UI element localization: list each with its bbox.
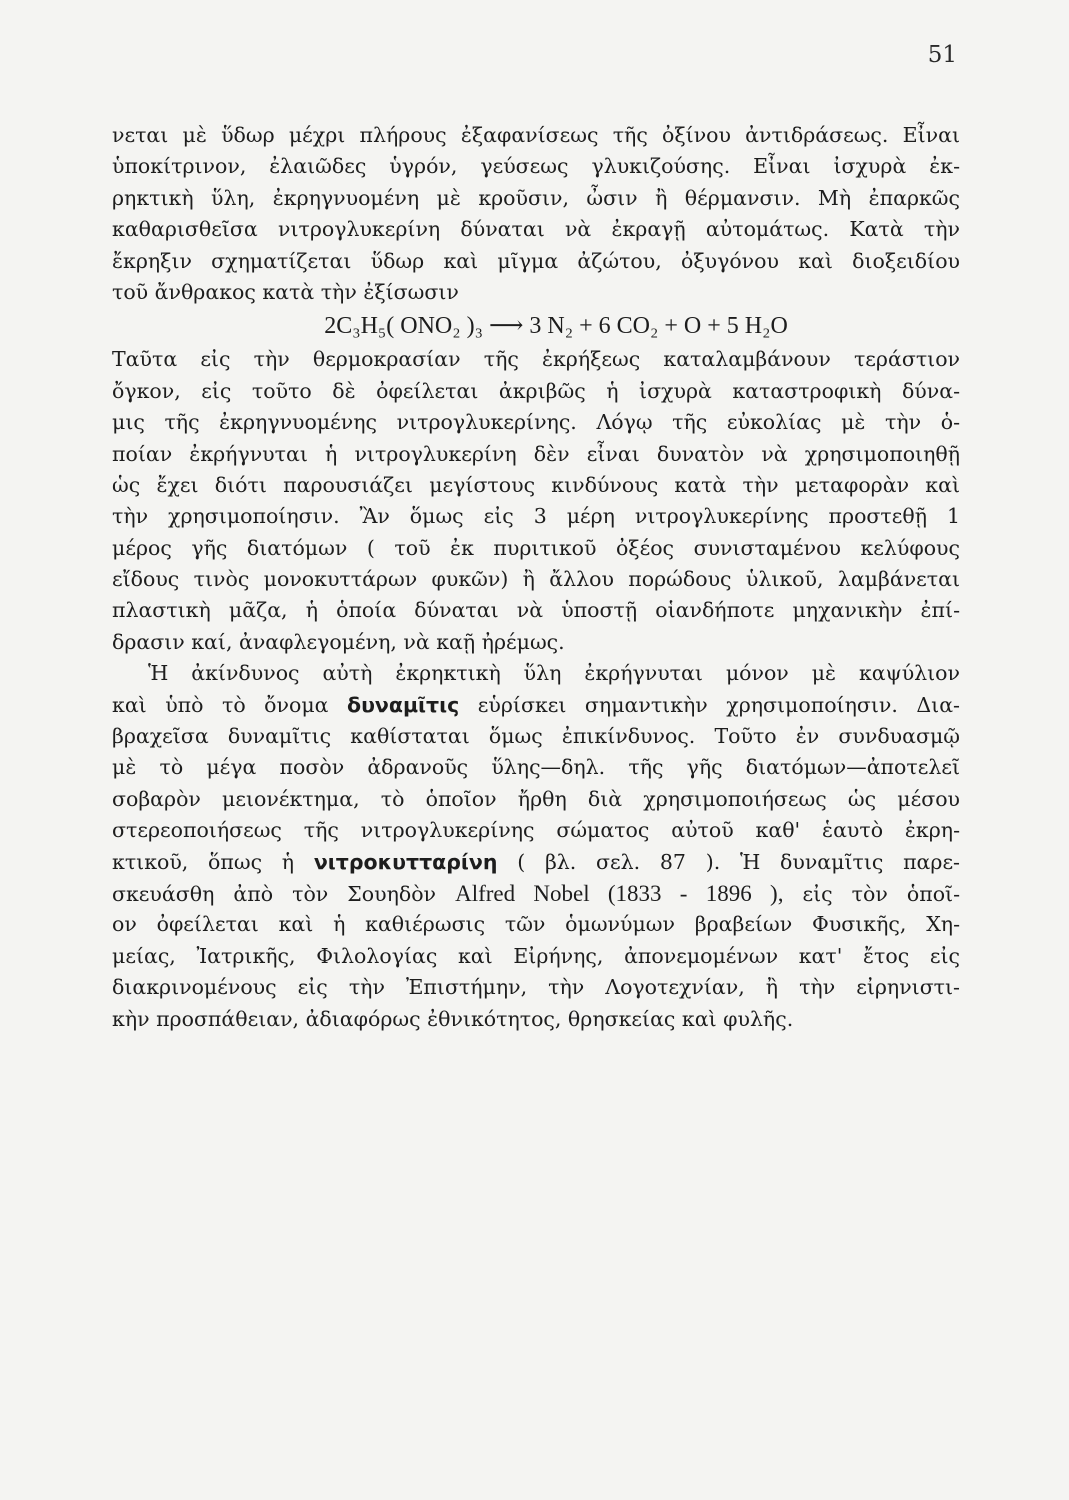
text-fragment: εὑρίσκει σημαντικὴν χρησιμοποίησιν. Δια- (459, 692, 960, 717)
text-line: ὡς ἔχει διότι παρουσιάζει μεγίστους κινδύνους κατὰ τὴν μεταφορὰν καὶ (112, 472, 960, 497)
text-line: ποίαν ἐκρήγνυται ἡ νιτρογλυκερίνη δὲν εἶναι δυνατὸν νὰ χρησιμοποιηθῇ (112, 441, 960, 466)
text-fragment: κτικοῦ, ὅπως ἡ (112, 849, 314, 874)
text-line: καθαρισθεῖσα νιτρογλυκερίνη δύναται νὰ ἐκραγῇ αὐτομάτως. Κατὰ τὴν (112, 217, 960, 242)
text-line: ἔκρηξιν σχηματίζεται ὕδωρ καὶ μῖγμα ἀζώτου, ὀξυγόνου καὶ διοξειδίου (112, 248, 960, 273)
text-fragment: ( βλ. σελ. 87 ). Ἡ δυναμῖτις παρε- (497, 849, 960, 874)
text-line (112, 847, 960, 878)
text-line (112, 878, 960, 909)
text-line: μείας, Ἰατρικῆς, Φιλολογίας καὶ Εἰρήνης, ἀπονεμομένων κατ' ἔτος εἰς (112, 943, 960, 968)
paragraph-1 (112, 120, 960, 308)
chemical-equation: 2C₃H₅( ONO₂ )₃ ⟶ 3 N₂ + 6 CO₂ + O + 5 H₂O (324, 313, 788, 340)
text-line: Ἡ ἀκίνδυνος αὐτὴ ἐκρηκτικὴ ὕλη ἐκρήγνυται μόνον μὲ καψύλιον (148, 661, 960, 686)
text-line (112, 690, 960, 721)
text-line: νεται μὲ ὕδωρ μέχρι πλήρους ἐξαφανίσεως τῆς ὀξίνου ἀντιδράσεως. Εἶναι (112, 123, 960, 147)
text-fragment: καὶ ὑπὸ τὸ ὄνομα (112, 692, 347, 717)
text-line: μὲ τὸ μέγα ποσὸν ἀδρανοῦς ὕλης—δηλ. τῆς γῆς διατόμων—ἀποτελεῖ (112, 755, 960, 780)
term-dynamite: δυναμῖτις (347, 692, 460, 717)
text-line: τοῦ ἄνθρακος κατὰ τὴν ἐξίσωσιν (112, 279, 459, 304)
text-line: στερεοποιήσεως τῆς νιτρογλυκερίνης σώματος αὐτοῦ καθ' ἑαυτὸ ἐκρη- (112, 818, 960, 843)
text-line: ὄγκον, εἰς τοῦτο δὲ ὀφείλεται ἀκριβῶς ἡ ἰσχυρὰ καταστροφικὴ δύνα- (112, 378, 960, 403)
text-line: τὴν χρησιμοποίησιν. Ἂν ὅμως εἰς 3 μέρη νιτρογλυκερίνης προστεθῇ 1 (112, 504, 960, 529)
text-line: ον ὀφείλεται καὶ ἡ καθιέρωσις τῶν ὁμωνύμων βραβείων Φυσικῆς, Χη- (112, 912, 960, 937)
text-line: διακρινομένους εἰς τὴν Ἐπιστήμην, τὴν Λογοτεχνίαν, ἢ τὴν εἰρηνιστι- (112, 975, 960, 1000)
paragraph-3 (112, 658, 960, 1035)
paragraph-2 (112, 344, 960, 658)
text-line: εἴδους τινὸς μονοκυττάρων φυκῶν) ἢ ἄλλου πορώδους ὑλικοῦ, λαμβάνεται (112, 567, 960, 592)
text-line: μις τῆς ἐκρηγνυομένης νιτρογλυκερίνης. Λόγῳ τῆς εὐκολίας μὲ τὴν ὁ- (112, 410, 960, 435)
text-line: δρασιν καί, ἀναφλεγομένη, νὰ καῇ ἠρέμως. (112, 629, 565, 654)
page-number: 51 (927, 42, 957, 68)
name-alfred-nobel: Alfred Nobel (1833 - 1896 ), (455, 880, 784, 906)
body-text (112, 120, 960, 1035)
text-line: ρηκτικὴ ὕλη, ἐκρηγνυομένη μὲ κροῦσιν, ὦσιν ἢ θέρμανσιν. Μὴ ἐπαρκῶς (112, 185, 960, 210)
text-line: Ταῦτα εἰς τὴν θερμοκρασίαν τῆς ἐκρήξεως καταλαμβάνουν τεράστιον (112, 347, 960, 372)
text-line: σοβαρὸν μειονέκτημα, τὸ ὁποῖον ἤρθη διὰ χρησιμοποιήσεως ὡς μέσου (112, 786, 960, 811)
text-fragment: εἰς τὸν ὁποῖ- (783, 881, 960, 906)
text-fragment: σκευάσθη ἀπὸ τὸν Σουηδὸν (112, 881, 456, 906)
text-line: μέρος γῆς διατόμων ( τοῦ ἐκ πυριτικοῦ ὀξέος συνισταμένου κελύφους (112, 535, 960, 560)
term-nitrocellulose: νιτροκυτταρίνη (313, 849, 498, 874)
text-line: πλαστικὴ μᾶζα, ἡ ὁποία δύναται νὰ ὑποστῇ οἱανδήποτε μηχανικὴν ἐπί- (112, 598, 960, 623)
text-line: ὑποκίτρινον, ἐλαιῶδες ὑγρόν, γεύσεως γλυκιζούσης. Εἶναι ἰσχυρὰ ἐκ- (112, 154, 960, 179)
text-line: κὴν προσπάθειαν, ἀδιαφόρως ἐθνικότητος, θρησκείας καὶ φυλῆς. (112, 1006, 794, 1031)
text-line: βραχεῖσα δυναμῖτις καθίσταται ὅμως ἐπικίνδυνος. Τοῦτο ἐν συνδυασμῷ (112, 724, 960, 749)
